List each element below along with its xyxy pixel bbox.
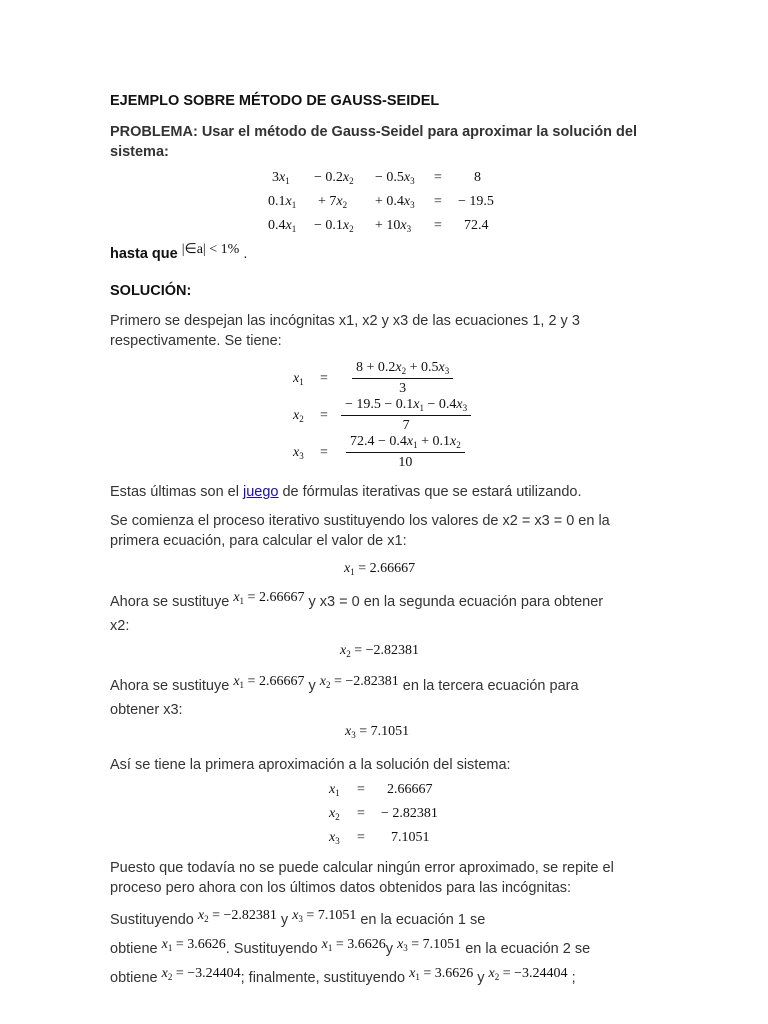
fraction-numerator: − $19.5 - 0.1x_1 - 0.4x_3$ — [341, 397, 471, 416]
inline-math: $x_2 = -3.24404$ — [488, 966, 568, 982]
formula-lhs: $x_1$ — [293, 371, 304, 387]
sys-term: = — [434, 194, 442, 209]
paragraph-substitute-2 — [110, 676, 658, 720]
sys-term: = — [434, 218, 442, 233]
solution-heading: SOLUCIÓN: — [110, 283, 192, 299]
sys-term: − $0.5x_3$ — [375, 170, 415, 186]
fraction-denominator: 10 — [398, 455, 413, 470]
inline-math: $x_2 = -3.24404$ — [161, 966, 241, 982]
sys-term: 8 — [474, 170, 481, 185]
stop-suffix: . — [243, 246, 248, 262]
inline-math: $x_1 = 2.66667$ — [233, 590, 305, 606]
result-x3: $x_3 = 7.1051$ — [345, 724, 410, 740]
page-title: EJEMPLO SOBRE MÉTODO DE GAUSS-SEIDEL — [110, 93, 440, 109]
formula-equals: = — [320, 371, 328, 386]
fraction-x3 — [346, 434, 465, 471]
paragraph-first-approx: Así se tiene la primera aproximación a la solución del sistema: — [110, 757, 511, 773]
sys-term: = — [434, 170, 442, 185]
approx-value: 2.66667 — [387, 782, 433, 797]
inline-math: $x_1 = 3.6626$ — [161, 937, 226, 953]
inline-math: $x_3 = 7.1051$ — [292, 908, 357, 924]
inline-math: $x_3 = 7.1051$ — [397, 937, 462, 953]
stop-criterion — [110, 242, 248, 263]
formula-lhs: $x_3$ — [293, 445, 304, 461]
approx-lhs: $x_1$ — [329, 782, 340, 798]
approx-equals: = — [357, 806, 365, 821]
text-run: en la ecuación 2 se — [461, 941, 591, 957]
text-run: obtener x3: — [110, 702, 183, 718]
paragraph-repeat: Puesto que todavía no se puede calcular ningún error aproximado, se repite el proceso pero ahora con los últimos datos obtenidos para las incógnitas: — [110, 860, 614, 896]
approx-lhs: $x_2$ — [329, 806, 340, 822]
text-run: y x3 = 0 en la segunda ecuación para obtener — [304, 594, 604, 610]
text-run: ; finalmente, sustituyendo — [240, 970, 410, 986]
stop-prefix: hasta que — [110, 246, 178, 262]
fraction-denominator: 3 — [399, 381, 407, 396]
text-run: obtiene — [110, 970, 162, 986]
sys-term: − $0.1x_2$ — [314, 218, 354, 234]
sys-term: $0.1x_1$ — [268, 194, 297, 210]
text-run: x2: — [110, 618, 130, 634]
text-run: Ahora se sustituye — [110, 594, 234, 610]
text-run: en la ecuación 1 se — [356, 912, 486, 928]
sys-term: 72.4 — [464, 218, 489, 233]
text-run: en la tercera ecuación para — [398, 678, 579, 694]
text-run: Estas últimas son el — [110, 484, 243, 500]
paragraph-iterative-set — [110, 482, 658, 502]
formula-lhs: $x_2$ — [293, 408, 304, 424]
paragraph-clearing: Primero se despejan las incógnitas x1, x2 y x3 de las ecuaciones 1, 2 y 3 respectivamente. Se tiene: — [110, 313, 580, 349]
text-run: y — [473, 970, 489, 986]
text-run: y — [276, 912, 293, 928]
fraction-x1 — [352, 360, 453, 397]
text-run: de fórmulas iterativas que se estará utilizando. — [278, 484, 582, 500]
text-run: Ahora se sustituye — [110, 678, 234, 694]
text-run: obtiene — [110, 941, 162, 957]
result-x2: $x_2 = -2.82381$ — [340, 643, 420, 659]
problem-statement: PROBLEMA: Usar el método de Gauss-Seidel para aproximar la solución del sistema: — [110, 124, 637, 160]
sys-term: + $7x_2$ — [318, 194, 348, 210]
inline-math: $x_1 = 3.6626$ — [321, 937, 386, 953]
sys-term: $3x_1$ — [272, 170, 290, 186]
text-run: . Sustituyendo — [225, 941, 322, 957]
paragraph-substitute-1 — [110, 592, 658, 636]
inline-math: $x_1 = 3.6626$ — [409, 966, 474, 982]
paragraph-start: Se comienza el proceso iterativo sustituyendo los valores de x2 = x3 = 0 en la primera ecuación, para calcular el valor de x1: — [110, 513, 610, 549]
fraction-numerator: $8 + 0.2x_2 + 0.5x_3$ — [352, 360, 453, 379]
text-run: ; — [567, 970, 576, 986]
inline-math: $x_2 = -2.82381$ — [319, 674, 399, 690]
inline-math: $x_1 = 2.66667$ — [233, 674, 305, 690]
sys-term: − $0.2x_2$ — [314, 170, 354, 186]
text-run: y — [304, 678, 320, 694]
fraction-x2 — [341, 397, 471, 434]
text-run: y — [385, 941, 398, 957]
formula-equals: = — [320, 445, 328, 460]
approx-value: − 2.82381 — [381, 806, 438, 821]
approx-lhs: $x_3$ — [329, 830, 340, 846]
fraction-denominator: 7 — [402, 418, 410, 433]
approx-equals: = — [357, 782, 365, 797]
sys-term: $0.4x_1$ — [268, 218, 297, 234]
paragraph-second-iteration — [110, 908, 658, 995]
fraction-numerator: $72.4 - 0.4x_1 + 0.1x_2$ — [346, 434, 465, 453]
sys-term: − 19.5 — [458, 194, 494, 209]
stop-expression: |∈a| < 1% — [181, 242, 240, 257]
sys-term: + $10x_3$ — [375, 218, 412, 234]
approx-equals: = — [357, 830, 365, 845]
result-x1: $x_1 = 2.66667$ — [344, 561, 416, 577]
approx-value: 7.1051 — [391, 830, 430, 845]
formula-equals: = — [320, 408, 328, 423]
sys-term: + $0.4x_3$ — [375, 194, 415, 210]
inline-math: $x_2 = -2.82381$ — [197, 908, 277, 924]
juego-link[interactable]: juego — [242, 484, 279, 500]
text-run: Sustituyendo — [110, 912, 198, 928]
